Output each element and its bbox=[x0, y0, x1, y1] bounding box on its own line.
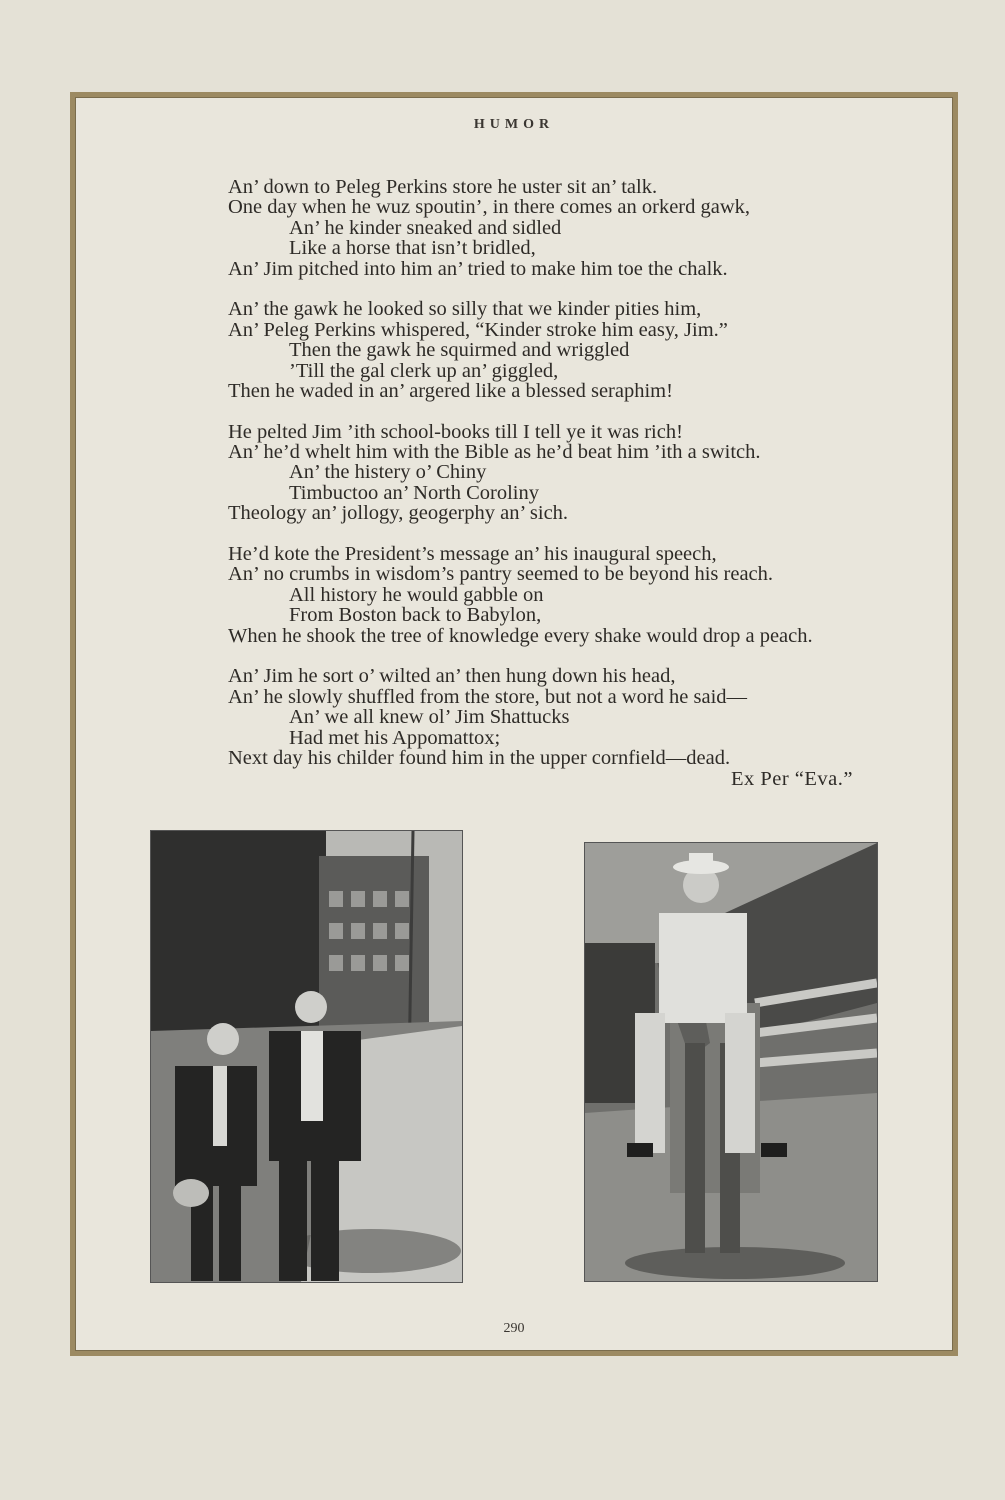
poem-line: All history he would gabble on bbox=[289, 583, 544, 606]
stanza bbox=[228, 666, 908, 768]
poem-line: Next day his childer found him in the upper cornfield—dead. bbox=[228, 746, 731, 769]
poem-line: An’ the histery o’ Chiny bbox=[289, 461, 487, 484]
page-frame bbox=[70, 92, 958, 1356]
poem-line: When he shook the tree of knowledge every shake would drop a peach. bbox=[228, 624, 813, 647]
page-number: 290 bbox=[503, 1321, 525, 1336]
poem-line: Like a horse that isn’t bridled, bbox=[289, 237, 536, 260]
poem-line: An’ he’d whelt him with the Bible as he’d beat him ’ith a switch. bbox=[228, 441, 761, 464]
poem-line: An’ Jim he sort o’ wilted an’ then hung down his head, bbox=[228, 665, 676, 688]
photo-two-men bbox=[151, 831, 462, 1282]
poem-line: He pelted Jim ’ith school-books till I tell ye it was rich! bbox=[228, 420, 683, 443]
poem-line: From Boston back to Babylon, bbox=[289, 604, 542, 627]
poem-line: Timbuctoo an’ North Coroliny bbox=[289, 481, 539, 504]
poem bbox=[228, 177, 908, 790]
poem-line: Theology an’ jollogy, geogerphy an’ sich. bbox=[228, 502, 569, 525]
poem-line: ’Till the gal clerk up an’ giggled, bbox=[289, 359, 559, 382]
poem-line: An’ Peleg Perkins whispered, “Kinder stroke him easy, Jim.” bbox=[228, 318, 728, 341]
photo-man-on-mule-image bbox=[585, 843, 877, 1281]
poem-line: Had met his Appomattox; bbox=[289, 726, 501, 749]
poem-line: An’ down to Peleg Perkins store he uster sit an’ talk. bbox=[228, 176, 658, 198]
poem-line: An’ Jim pitched into him an’ tried to make him toe the chalk. bbox=[228, 257, 728, 280]
poem-line: An’ he kinder sneaked and sidled bbox=[289, 216, 562, 239]
page-header: HUMOR bbox=[473, 117, 555, 132]
poem-line: He’d kote the President’s message an’ his inaugural speech, bbox=[228, 543, 717, 566]
poem-line: An’ we all knew ol’ Jim Shattucks bbox=[289, 706, 570, 729]
stanza bbox=[228, 299, 908, 401]
photo-two-men-image bbox=[151, 831, 462, 1282]
stanza bbox=[228, 422, 908, 524]
poem-line: Then he waded in an’ argered like a blessed seraphim! bbox=[228, 379, 673, 402]
poem-attribution: Ex Per “Eva.” bbox=[730, 768, 853, 791]
stanza bbox=[228, 177, 908, 279]
poem-line: An’ the gawk he looked so silly that we kinder pities him, bbox=[228, 298, 702, 321]
poem-line: Then the gawk he squirmed and wriggled bbox=[289, 339, 630, 362]
poem-line: An’ he slowly shuffled from the store, but not a word he said— bbox=[228, 685, 748, 708]
stanza bbox=[228, 544, 908, 646]
poem-line: An’ no crumbs in wisdom’s pantry seemed to be beyond his reach. bbox=[228, 563, 774, 586]
photo-man-on-mule bbox=[585, 843, 877, 1281]
poem-line: One day when he wuz spoutin’, in there comes an orkerd gawk, bbox=[228, 196, 751, 219]
